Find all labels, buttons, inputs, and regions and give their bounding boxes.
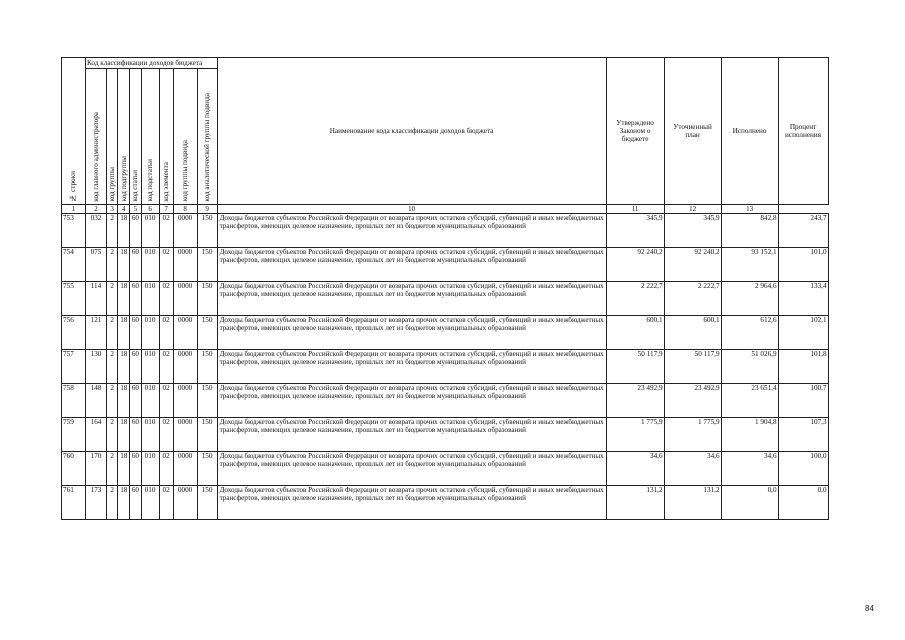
table-row	[62, 452, 829, 486]
revenue-name: Доходы бюджетов субъектов Российской Федерации от возврата прочих остатков субсидий, субвенций и иных межбюджетных трансфертов, имеющих целевое назначение, прошлых лет из бюджетов муниципальных образований	[217, 316, 606, 350]
row-number: 758	[62, 384, 86, 418]
approved-value: 92 240,2	[606, 248, 664, 282]
subgroup-code: 18	[118, 418, 130, 452]
refined-value: 345,9	[664, 214, 721, 248]
header-element-code: код элемента	[159, 69, 173, 205]
revenue-name: Доходы бюджетов субъектов Российской Федерации от возврата прочих остатков субсидий, субвенций и иных межбюджетных трансфертов, имеющих целевое назначение, прошлых лет из бюджетов муниципальных образований	[217, 248, 606, 282]
executed-value: 34,6	[721, 452, 778, 486]
header-row-number: № строки	[62, 58, 86, 205]
analytic-group-code: 150	[197, 248, 217, 282]
percent-value: 243,7	[778, 214, 828, 248]
column-index: 5	[130, 205, 141, 214]
table-row	[62, 486, 829, 520]
article-code: 60	[130, 248, 141, 282]
executed-value: 1 904,8	[721, 418, 778, 452]
subgroup-code: 18	[118, 350, 130, 384]
column-index: 2	[86, 205, 107, 214]
article-code: 60	[130, 350, 141, 384]
row-number: 761	[62, 486, 86, 520]
subgroup-code: 18	[118, 248, 130, 282]
percent-value: 101,0	[778, 248, 828, 282]
subgroup-code: 18	[118, 316, 130, 350]
refined-value: 600,1	[664, 316, 721, 350]
subtype-group-code: 0000	[173, 384, 197, 418]
column-index: 3	[107, 205, 118, 214]
admin-code: 075	[86, 248, 107, 282]
subtype-group-code: 0000	[173, 214, 197, 248]
column-index: 7	[159, 205, 173, 214]
group-code: 2	[107, 486, 118, 520]
approved-value: 131,2	[606, 486, 664, 520]
element-code: 02	[159, 316, 173, 350]
header-subarticle-code: код подстатьи	[141, 69, 159, 205]
header-admin-code: код главного администратора	[86, 69, 107, 205]
subarticle-code: 010	[141, 486, 159, 520]
column-index: 1	[62, 205, 86, 214]
header-article-code: код статьи	[130, 69, 141, 205]
header-approved: Утверждено Законом о бюджете	[606, 58, 664, 205]
admin-code: 164	[86, 418, 107, 452]
subtype-group-code: 0000	[173, 248, 197, 282]
approved-value: 1 775,9	[606, 418, 664, 452]
table-row	[62, 384, 829, 418]
column-index-row	[62, 205, 829, 214]
revenue-name: Доходы бюджетов субъектов Российской Федерации от возврата прочих остатков субсидий, субвенций и иных межбюджетных трансфертов, имеющих целевое назначение, прошлых лет из бюджетов муниципальных образований	[217, 350, 606, 384]
header-percent: Процент исполнения	[778, 58, 828, 205]
table-row	[62, 214, 829, 248]
approved-value: 34,6	[606, 452, 664, 486]
revenue-name: Доходы бюджетов субъектов Российской Федерации от возврата прочих остатков субсидий, субвенций и иных межбюджетных трансфертов, имеющих целевое назначение, прошлых лет из бюджетов муниципальных образований	[217, 486, 606, 520]
column-index: 8	[173, 205, 197, 214]
refined-value: 131,2	[664, 486, 721, 520]
column-index: 11	[606, 205, 664, 214]
row-number: 756	[62, 316, 86, 350]
refined-value: 2 222,7	[664, 282, 721, 316]
admin-code: 148	[86, 384, 107, 418]
subarticle-code: 010	[141, 316, 159, 350]
subarticle-code: 010	[141, 214, 159, 248]
executed-value: 842,8	[721, 214, 778, 248]
column-index: 4	[118, 205, 130, 214]
header-refined: Уточненный план	[664, 58, 721, 205]
executed-value: 93 152,1	[721, 248, 778, 282]
admin-code: 130	[86, 350, 107, 384]
group-code: 2	[107, 350, 118, 384]
approved-value: 23 492,9	[606, 384, 664, 418]
subarticle-code: 010	[141, 350, 159, 384]
analytic-group-code: 150	[197, 350, 217, 384]
approved-value: 2 222,7	[606, 282, 664, 316]
revenue-name: Доходы бюджетов субъектов Российской Федерации от возврата прочих остатков субсидий, субвенций и иных межбюджетных трансфертов, имеющих целевое назначение, прошлых лет из бюджетов муниципальных образований	[217, 214, 606, 248]
article-code: 60	[130, 486, 141, 520]
header-analytic-group-code: код аналитической группы подвида	[197, 69, 217, 205]
refined-value: 92 240,2	[664, 248, 721, 282]
article-code: 60	[130, 418, 141, 452]
analytic-group-code: 150	[197, 486, 217, 520]
percent-value: 100,7	[778, 384, 828, 418]
subgroup-code: 18	[118, 214, 130, 248]
row-number: 754	[62, 248, 86, 282]
row-number: 753	[62, 214, 86, 248]
table-row	[62, 282, 829, 316]
revenue-name: Доходы бюджетов субъектов Российской Федерации от возврата прочих остатков субсидий, субвенций и иных межбюджетных трансфертов, имеющих целевое назначение, прошлых лет из бюджетов муниципальных образований	[217, 418, 606, 452]
executed-value: 612,6	[721, 316, 778, 350]
row-number: 755	[62, 282, 86, 316]
row-number: 759	[62, 418, 86, 452]
table-row	[62, 350, 829, 384]
subgroup-code: 18	[118, 486, 130, 520]
table-row	[62, 316, 829, 350]
subarticle-code: 010	[141, 418, 159, 452]
refined-value: 50 117,9	[664, 350, 721, 384]
column-index: 13	[721, 205, 778, 214]
executed-value: 23 651,4	[721, 384, 778, 418]
analytic-group-code: 150	[197, 214, 217, 248]
article-code: 60	[130, 214, 141, 248]
group-code: 2	[107, 248, 118, 282]
approved-value: 600,1	[606, 316, 664, 350]
header-subgroup-code: код подгруппы	[118, 69, 130, 205]
group-code: 2	[107, 418, 118, 452]
subtype-group-code: 0000	[173, 350, 197, 384]
percent-value: 102,1	[778, 316, 828, 350]
approved-value: 345,9	[606, 214, 664, 248]
subarticle-code: 010	[141, 452, 159, 486]
refined-value: 1 775,9	[664, 418, 721, 452]
header-name: Наименование кода классификации доходов бюджета	[217, 58, 606, 205]
subtype-group-code: 0000	[173, 282, 197, 316]
group-code: 2	[107, 452, 118, 486]
article-code: 60	[130, 316, 141, 350]
subarticle-code: 010	[141, 384, 159, 418]
percent-value: 0,0	[778, 486, 828, 520]
subarticle-code: 010	[141, 282, 159, 316]
element-code: 02	[159, 384, 173, 418]
table-row	[62, 418, 829, 452]
column-index: 9	[197, 205, 217, 214]
page-number: 84	[865, 604, 874, 613]
analytic-group-code: 150	[197, 384, 217, 418]
subgroup-code: 18	[118, 282, 130, 316]
subtype-group-code: 0000	[173, 418, 197, 452]
table-row	[62, 248, 829, 282]
percent-value: 133,4	[778, 282, 828, 316]
revenue-name: Доходы бюджетов субъектов Российской Федерации от возврата прочих остатков субсидий, субвенций и иных межбюджетных трансфертов, имеющих целевое назначение, прошлых лет из бюджетов муниципальных образований	[217, 384, 606, 418]
refined-value: 34,6	[664, 452, 721, 486]
admin-code: 114	[86, 282, 107, 316]
admin-code: 170	[86, 452, 107, 486]
element-code: 02	[159, 282, 173, 316]
element-code: 02	[159, 248, 173, 282]
subgroup-code: 18	[118, 452, 130, 486]
executed-value: 0,0	[721, 486, 778, 520]
column-index: 12	[664, 205, 721, 214]
header-subtype-group-code: код группы подвида	[173, 69, 197, 205]
row-number: 760	[62, 452, 86, 486]
element-code: 02	[159, 486, 173, 520]
subgroup-code: 18	[118, 384, 130, 418]
revenue-name: Доходы бюджетов субъектов Российской Федерации от возврата прочих остатков субсидий, субвенций и иных межбюджетных трансфертов, имеющих целевое назначение, прошлых лет из бюджетов муниципальных образований	[217, 282, 606, 316]
executed-value: 51 026,9	[721, 350, 778, 384]
subarticle-code: 010	[141, 248, 159, 282]
element-code: 02	[159, 350, 173, 384]
header-group-code: код группы	[107, 69, 118, 205]
group-code: 2	[107, 214, 118, 248]
column-index: 6	[141, 205, 159, 214]
analytic-group-code: 150	[197, 316, 217, 350]
column-index: 10	[217, 205, 606, 214]
group-code: 2	[107, 282, 118, 316]
executed-value: 2 964,6	[721, 282, 778, 316]
header-executed: Исполнено	[721, 58, 778, 205]
article-code: 60	[130, 452, 141, 486]
group-code: 2	[107, 384, 118, 418]
analytic-group-code: 150	[197, 452, 217, 486]
subtype-group-code: 0000	[173, 452, 197, 486]
budget-revenue-table	[61, 57, 829, 520]
revenue-name: Доходы бюджетов субъектов Российской Федерации от возврата прочих остатков субсидий, субвенций и иных межбюджетных трансфертов, имеющих целевое назначение, прошлых лет из бюджетов муниципальных образований	[217, 452, 606, 486]
refined-value: 23 492,9	[664, 384, 721, 418]
analytic-group-code: 150	[197, 282, 217, 316]
element-code: 02	[159, 418, 173, 452]
percent-value: 100,0	[778, 452, 828, 486]
group-code: 2	[107, 316, 118, 350]
header-classification-group: Код классификации доходов бюджета	[86, 58, 218, 69]
admin-code: 173	[86, 486, 107, 520]
subtype-group-code: 0000	[173, 316, 197, 350]
approved-value: 50 117,9	[606, 350, 664, 384]
admin-code: 121	[86, 316, 107, 350]
percent-value: 101,8	[778, 350, 828, 384]
admin-code: 032	[86, 214, 107, 248]
element-code: 02	[159, 452, 173, 486]
article-code: 60	[130, 282, 141, 316]
element-code: 02	[159, 214, 173, 248]
row-number: 757	[62, 350, 86, 384]
article-code: 60	[130, 384, 141, 418]
percent-value: 107,3	[778, 418, 828, 452]
subtype-group-code: 0000	[173, 486, 197, 520]
analytic-group-code: 150	[197, 418, 217, 452]
